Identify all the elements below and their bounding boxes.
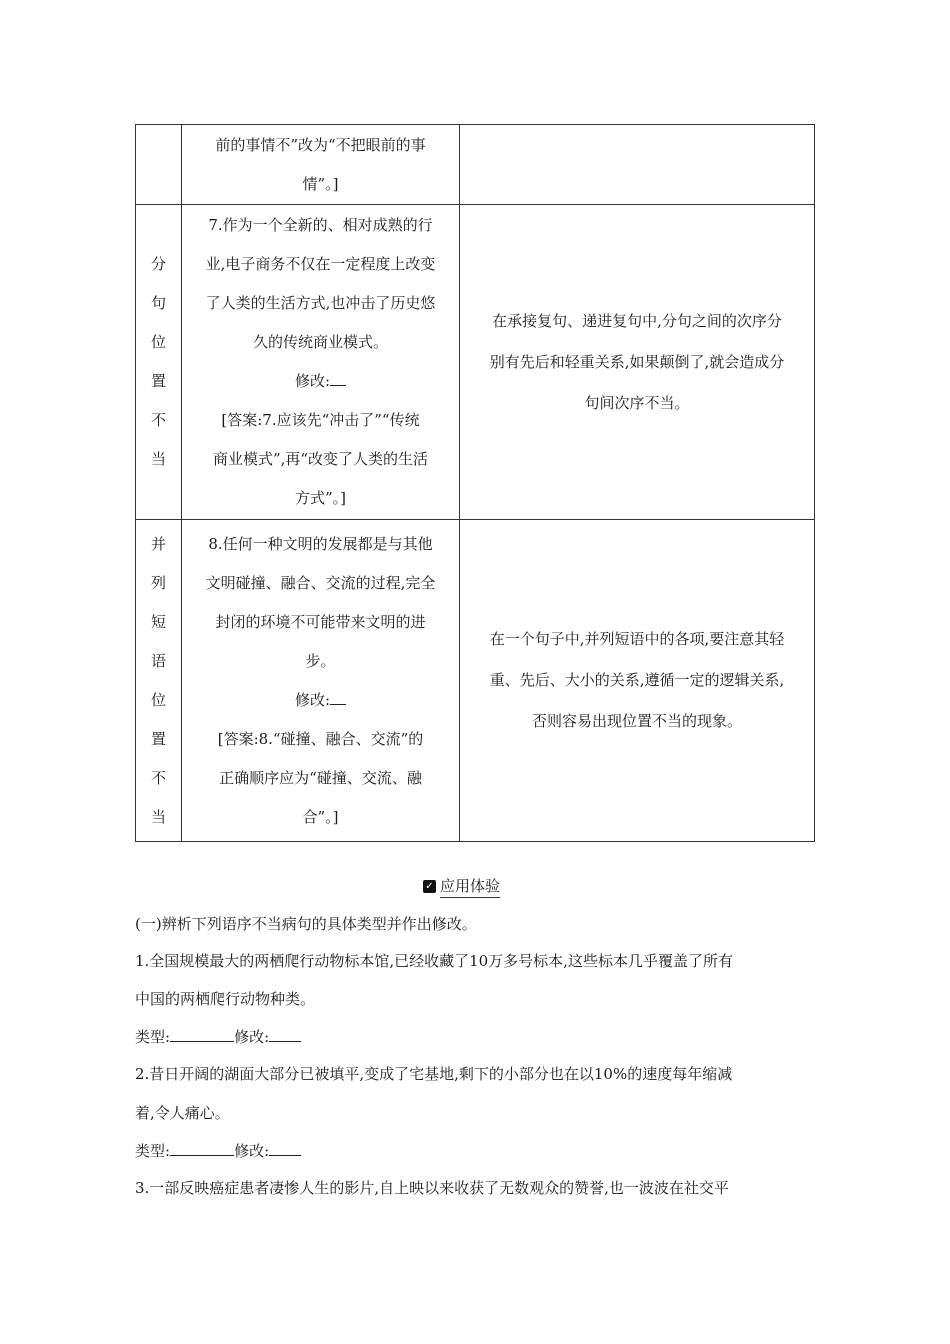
table-row (136, 205, 815, 520)
note-cell (460, 520, 815, 842)
example-line: 了人类的生活方式,也冲击了历史悠 (205, 294, 436, 312)
table-row (136, 520, 815, 842)
answer-line: 方式”。] (294, 489, 347, 507)
example-line: 业,电子商务不仅在一定程度上改变 (205, 255, 436, 273)
grammar-table (135, 124, 815, 842)
category-char: 置 (150, 372, 166, 390)
category-cell (136, 520, 182, 842)
note-line: 句间次序不当。 (584, 393, 690, 412)
fix-blank[interactable] (269, 1027, 301, 1042)
fix-blank[interactable] (269, 1141, 301, 1156)
check-icon: ✓ (423, 880, 436, 893)
category-char: 当 (150, 807, 166, 826)
category-char: 分 (150, 255, 166, 273)
category-char: 列 (150, 573, 166, 592)
example-line: 文明碰撞、融合、交流的过程,完全 (205, 573, 436, 592)
category-char: 语 (150, 651, 166, 670)
question-2-line-2: 着,令人痛心。 (135, 1104, 230, 1122)
table-row (136, 125, 815, 205)
fix-blank[interactable] (330, 371, 346, 386)
question-2-answer-line (135, 1140, 301, 1161)
category-char: 当 (150, 450, 166, 468)
question-1-line-2: 中国的两栖爬行动物种类。 (135, 990, 316, 1008)
note-line: 重、先后、大小的关系,遵循一定的逻辑关系, (489, 671, 785, 689)
note-line: 在承接复句、递进复句中,分句之间的次序分 (492, 311, 782, 330)
example-line: 前的事情不”改为“不把眼前的事 (215, 135, 426, 154)
example-line: 7.作为一个全新的、相对成熟的行 (208, 216, 433, 234)
answer-line: 正确顺序应为“碰撞、交流、融 (219, 768, 422, 787)
section-title-label: 应用体验 (440, 875, 500, 898)
fix-label: 修改: (234, 1028, 270, 1046)
note-line: 别有先后和轻重关系,如果颠倒了,就会造成分 (489, 352, 785, 371)
question-2-line-1: 2.昔日开阔的湖面大部分已被填平,变成了宅基地,剩下的小部分也在以10%的速度每年缩减 (135, 1065, 733, 1083)
category-char: 位 (150, 690, 166, 709)
category-char: 并 (150, 534, 166, 553)
type-label: 类型: (135, 1142, 171, 1160)
category-char: 句 (150, 294, 166, 312)
note-line: 在一个句子中,并列短语中的各项,要注意其轻 (489, 630, 785, 648)
question-1-answer-line (135, 1026, 301, 1047)
section-intro: (一)辨析下列语序不当病句的具体类型并作出修改。 (135, 915, 477, 933)
fix-label: 修改: (294, 690, 331, 709)
question-3-line-1: 3.一部反映癌症患者凄惨人生的影片,自上映以来收获了无数观众的赞誉,也一波波在社交平 (135, 1179, 729, 1197)
note-line: 否则容易出现位置不当的现象。 (531, 712, 742, 730)
answer-line: 合”。] (302, 807, 339, 826)
answer-line: [答案:7.应该先“冲击了”“传统 (221, 411, 420, 429)
category-char: 不 (150, 768, 166, 787)
fix-line (188, 681, 453, 720)
example-line: 久的传统商业模式。 (252, 333, 388, 351)
example-cell (182, 125, 460, 205)
fix-line (188, 362, 453, 401)
fix-label: 修改: (294, 372, 331, 390)
section-title (423, 875, 500, 898)
answer-line: 商业模式”,再“改变了人类的生活 (212, 450, 429, 468)
category-char: 不 (150, 411, 166, 429)
example-cell (182, 520, 460, 842)
example-line: 封闭的环境不可能带来文明的进 (215, 612, 426, 631)
fix-blank[interactable] (330, 690, 346, 705)
question-1-line-1: 1.全国规模最大的两栖爬行动物标本馆,已经收藏了10万多号标本,这些标本几乎覆盖了所有 (135, 952, 733, 970)
category-char: 置 (150, 729, 166, 748)
example-cell (182, 205, 460, 520)
note-cell (460, 125, 815, 205)
category-cell (136, 205, 182, 520)
example-line: 情”。] (302, 174, 339, 193)
category-char: 短 (150, 612, 166, 631)
type-blank[interactable] (170, 1027, 234, 1042)
answer-line: [答案:8.“碰撞、融合、交流”的 (217, 729, 424, 748)
example-line: 8.任何一种文明的发展都是与其他 (208, 534, 433, 553)
type-label: 类型: (135, 1028, 171, 1046)
category-char: 位 (150, 333, 166, 351)
type-blank[interactable] (170, 1141, 234, 1156)
fix-label: 修改: (234, 1142, 270, 1160)
note-cell (460, 205, 815, 520)
example-line: 步。 (305, 651, 336, 670)
category-cell (136, 125, 182, 205)
